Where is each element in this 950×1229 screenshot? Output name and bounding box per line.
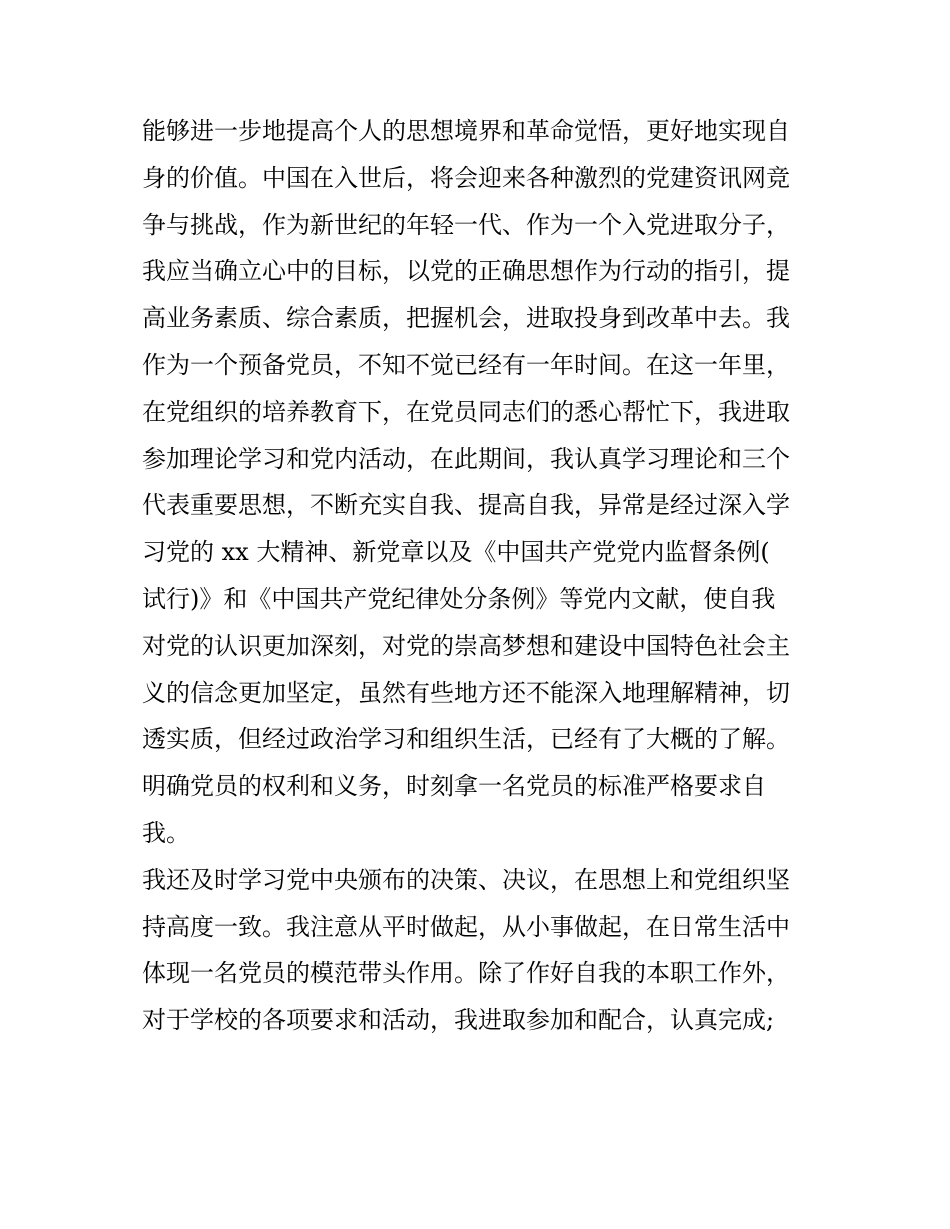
text-line: 能够进一步地提高个人的思想境界和革命觉悟，更好地实现自 xyxy=(142,117,790,145)
text-line: 参加理论学习和党内活动，在此期间，我认真学习理论和三个 xyxy=(142,444,790,473)
text-line: 争与挑战，作为新世纪的年轻一代、作为一个入党进取分子， xyxy=(142,210,790,239)
text-line: 代表重要思想，不断充实自我、提高自我，异常是经过深入学 xyxy=(142,491,790,520)
text-line: 习党的 xx 大精神、新党章以及《中国共产党党内监督条例( xyxy=(142,538,770,567)
text-line: 对于学校的各项要求和活动，我进取参加和配合，认真完成; xyxy=(142,1006,775,1035)
text-line: 持高度一致。我注意从平时做起，从小事做起，在日常生活中 xyxy=(142,912,790,941)
text-line: 我应当确立心中的目标，以党的正确思想作为行动的指引，提 xyxy=(142,257,790,286)
text-line: 体现一名党员的模范带头作用。除了作好自我的本职工作外， xyxy=(142,959,790,988)
text-line: 对党的认识更加深刻，对党的崇高梦想和建设中国特色社会主 xyxy=(142,631,790,660)
body-text xyxy=(142,108,822,1044)
text-line: 试行)》和《中国共产党纪律处分条例》等党内文献，使自我 xyxy=(142,584,776,613)
text-line: 透实质，但经过政治学习和组织生活，已经有了大概的了解。 xyxy=(142,725,790,754)
text-line: 我。 xyxy=(142,818,190,847)
text-line: 我还及时学习党中央颁布的决策、决议，在思想上和党组织坚 xyxy=(142,865,790,894)
text-line: 身的价值。中国在入世后，将会迎来各种激烈的党建资讯网竞 xyxy=(142,163,790,192)
text-line: 义的信念更加坚定，虽然有些地方还不能深入地理解精神，切 xyxy=(142,678,790,707)
text-line: 高业务素质、综合素质，把握机会，进取投身到改革中去。我 xyxy=(142,304,790,333)
text-line: 在党组织的培养教育下，在党员同志们的悉心帮忙下，我进取 xyxy=(142,397,790,426)
text-line: 作为一个预备党员，不知不觉已经有一年时间。在这一年里， xyxy=(142,350,790,379)
text-line: 明确党员的权利和义务，时刻拿一名党员的标准严格要求自 xyxy=(142,772,766,801)
